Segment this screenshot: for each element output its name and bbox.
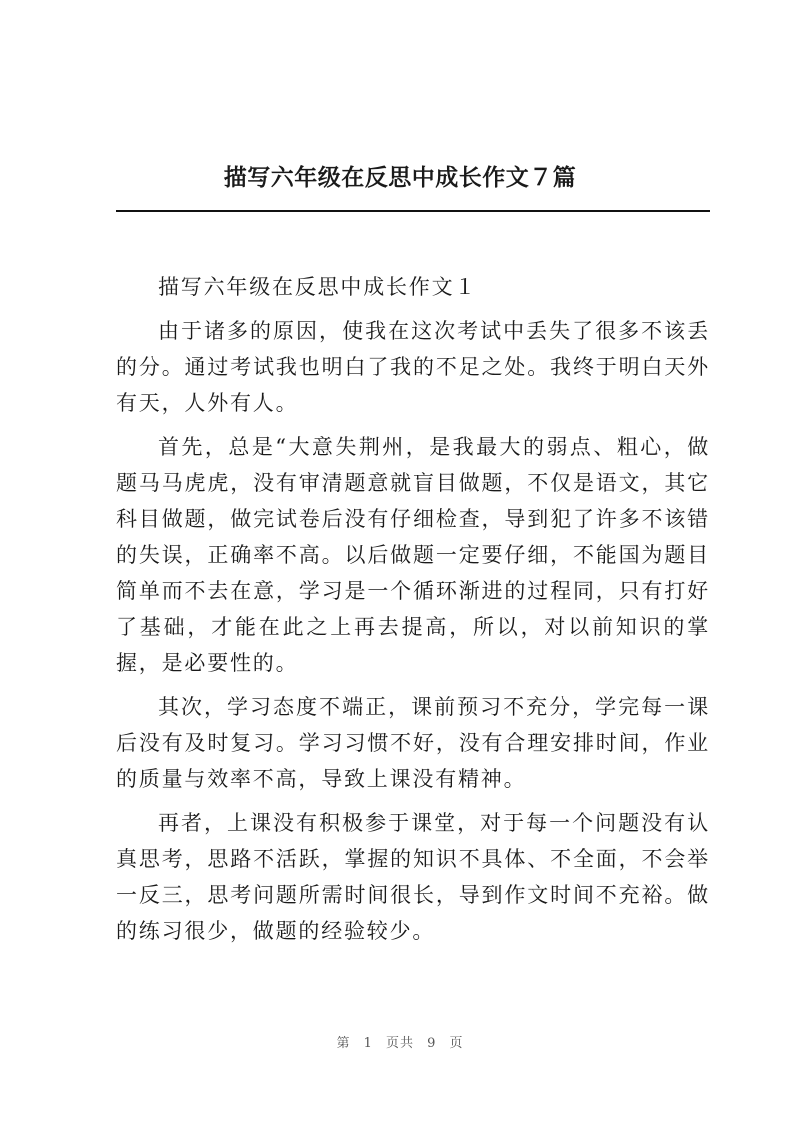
paragraph: 首先，总是“大意失荆州，是我最大的弱点、粗心，做题马马虎虎，没有审清题意就盲目做题，不仅是语文，其它科目做题，做完试卷后没有仔细检查，导到犯了许多不该错的失误，正确率不高。以后做题一定要仔细，不能国为题目简单而不去在意，学习是一个循环渐进的过程同，只有打好了基础，才能在此之上再去提高，所以，对以前知识的掌握，是必要性的。	[116, 435, 710, 675]
document-body	[116, 269, 710, 957]
paragraph: 再者，上课没有积极参于课堂，对于每一个问题没有认真思考，思路不活跃，掌握的知识不具体、不全面，不会举一反三，思考问题所需时间很长，导到作文时间不充裕。做的练习很少，做题的经验较少。	[116, 811, 710, 943]
paragraph: 由于诸多的原因，使我在这次考试中丢失了很多不该丢的分。通过考试我也明白了我的不足之处。我终于明白天外有天，人外有人。	[116, 319, 710, 415]
title-underline	[116, 210, 710, 212]
paragraph: 其次，学习态度不端正，课前预习不充分，学完每一课后没有及时复习。学习习惯不好，没有合理安排时间，作业的质量与效率不高，导致上课没有精神。	[116, 695, 710, 791]
essay-heading: 描写六年级在反思中成长作文１	[158, 275, 478, 299]
document-title: 描写六年级在反思中成长作文７篇	[223, 164, 577, 191]
page-number-footer: 第 1 页共 9 页	[336, 1036, 464, 1051]
